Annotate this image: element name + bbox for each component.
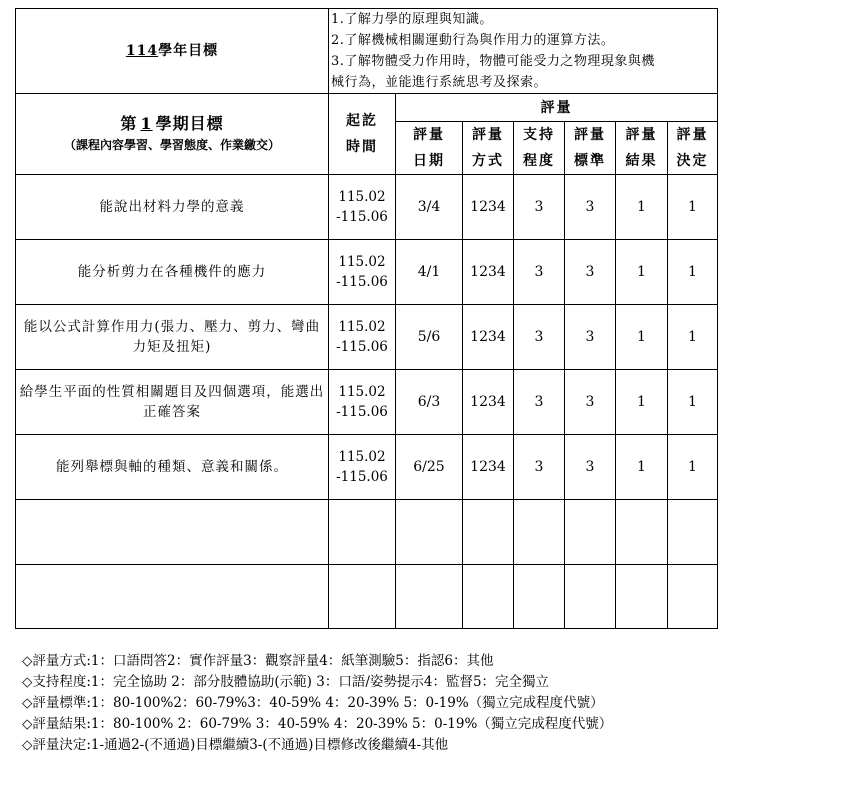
- empty-cell: [329, 565, 396, 629]
- header-line: 評量: [676, 127, 709, 143]
- eval-date-cell: 5/6: [396, 305, 463, 370]
- empty-cell: [16, 500, 329, 565]
- period-cell: [329, 175, 396, 240]
- eval-result-cell: 1: [616, 175, 668, 240]
- year-goal-line: 械行為，並能進行系統思考及探索。: [331, 75, 548, 90]
- empty-cell: [463, 565, 514, 629]
- period-cell: [329, 435, 396, 500]
- year-goal-line: 2.了解機械相關運動行為與作用力的運算方法。: [331, 33, 615, 48]
- empty-cell: [565, 565, 616, 629]
- eval-decision-cell: 1: [668, 435, 718, 500]
- empty-row: [16, 565, 718, 629]
- eval-method-cell: 1234: [463, 175, 514, 240]
- eval-result-cell: 1: [616, 305, 668, 370]
- eval-method-cell: 1234: [463, 435, 514, 500]
- year-goal-title: [16, 9, 329, 94]
- eval-method-cell: 1234: [463, 305, 514, 370]
- period-start: 115.02: [338, 384, 386, 400]
- support-level-header: [514, 122, 565, 175]
- table-row: [16, 175, 718, 240]
- empty-cell: [514, 565, 565, 629]
- empty-cell: [668, 500, 718, 565]
- eval-date-header: [396, 122, 463, 175]
- eval-decision-header: [668, 122, 718, 175]
- year-goal-line: 1.了解力學的原理與知識。: [331, 12, 493, 27]
- semester-number: 1: [140, 114, 153, 133]
- legend-notes: [22, 651, 612, 756]
- eval-result-header: [616, 122, 668, 175]
- table-row: [16, 435, 718, 500]
- note-eval-method: ◇評量方式:1：口語問答2：實作評量3：觀察評量4：紙筆測驗5：指認6：其他: [22, 653, 494, 669]
- eval-date-cell: 6/25: [396, 435, 463, 500]
- empty-cell: [668, 565, 718, 629]
- header-line: 評量: [574, 127, 606, 143]
- period-cell: [329, 240, 396, 305]
- empty-cell: [616, 500, 668, 565]
- header-line: 結果: [625, 153, 658, 169]
- header-line: 決定: [676, 153, 709, 169]
- eval-date-cell: 4/1: [396, 240, 463, 305]
- table-row: [16, 305, 718, 370]
- eval-method-cell: 1234: [463, 370, 514, 435]
- empty-cell: [396, 500, 463, 565]
- table-row: [16, 370, 718, 435]
- header-line: 評量: [472, 127, 504, 143]
- period-header-line: 時間: [346, 139, 378, 155]
- period-end: -115.06: [336, 404, 388, 420]
- eval-standard-header: [565, 122, 616, 175]
- eval-standard-cell: 3: [565, 240, 616, 305]
- eval-date-cell: 6/3: [396, 370, 463, 435]
- support-level-cell: 3: [514, 240, 565, 305]
- support-level-cell: 3: [514, 370, 565, 435]
- header-line: 程度: [523, 153, 555, 169]
- semester-subtitle: （課程內容學習、學習態度、作業繳交）: [63, 138, 280, 152]
- goal-cell: 能分析剪力在各種機件的應力: [16, 240, 329, 305]
- note-eval-standard: ◇評量標準:1：80-100%2：60-79%3：40-59% 4：20-39% 5：0-19%（獨立完成程度代號）: [22, 695, 604, 711]
- empty-cell: [396, 565, 463, 629]
- empty-row: [16, 500, 718, 565]
- header-line: 標準: [574, 153, 606, 169]
- year-number: 114: [125, 43, 159, 59]
- empty-cell: [514, 500, 565, 565]
- goal-cell: 能列舉標與軸的種類、意義和關係。: [16, 435, 329, 500]
- eval-decision-cell: 1: [668, 370, 718, 435]
- eval-method-cell: 1234: [463, 240, 514, 305]
- period-header-line: 起訖: [346, 113, 378, 129]
- period-end: -115.06: [336, 209, 388, 225]
- header-line: 方式: [472, 153, 504, 169]
- period-cell: [329, 370, 396, 435]
- eval-decision-cell: 1: [668, 305, 718, 370]
- semester-suffix: 學期目標: [155, 114, 224, 133]
- semester-goal-header: [16, 94, 329, 175]
- empty-cell: [616, 565, 668, 629]
- period-start: 115.02: [338, 189, 386, 205]
- table-row: [16, 240, 718, 305]
- eval-result-cell: 1: [616, 370, 668, 435]
- eval-standard-cell: 3: [565, 305, 616, 370]
- period-end: -115.06: [336, 274, 388, 290]
- header-row-top: [16, 94, 718, 122]
- header-line: 支持: [523, 127, 555, 143]
- semester-title: [16, 113, 328, 135]
- period-start: 115.02: [338, 449, 386, 465]
- empty-cell: [16, 565, 329, 629]
- period-cell: [329, 305, 396, 370]
- period-start: 115.02: [338, 319, 386, 335]
- note-eval-decision: ◇評量決定:1-通過2-(不通過)目標繼續3-(不通過)目標修改後繼續4-其他: [22, 737, 449, 753]
- semester-prefix: 第: [120, 114, 138, 133]
- goal-cell: 能說出材料力學的意義: [16, 175, 329, 240]
- empty-cell: [463, 500, 514, 565]
- header-line: 評量: [413, 127, 445, 143]
- header-line: 評量: [625, 127, 658, 143]
- year-goal-list: [329, 9, 718, 94]
- period-start: 115.02: [338, 254, 386, 270]
- eval-result-cell: 1: [616, 240, 668, 305]
- period-end: -115.06: [336, 469, 388, 485]
- evaluation-header: 評量: [396, 94, 718, 122]
- eval-decision-cell: 1: [668, 240, 718, 305]
- goal-cell: 能以公式計算作用力(張力、壓力、剪力、彎曲力矩及扭矩): [16, 305, 329, 370]
- support-level-cell: 3: [514, 175, 565, 240]
- eval-method-header: [463, 122, 514, 175]
- eval-standard-cell: 3: [565, 370, 616, 435]
- note-eval-result: ◇評量結果:1：80-100% 2：60-79% 3：40-59% 4：20-39% 5：0-19%（獨立完成程度代號）: [22, 716, 613, 732]
- period-header: [329, 94, 396, 175]
- empty-cell: [565, 500, 616, 565]
- eval-date-cell: 3/4: [396, 175, 463, 240]
- year-goal-row: [16, 9, 718, 94]
- header-line: 日期: [413, 153, 445, 169]
- eval-decision-cell: 1: [668, 175, 718, 240]
- period-end: -115.06: [336, 339, 388, 355]
- empty-cell: [329, 500, 396, 565]
- note-support-level: ◇支持程度:1：完全協助 2：部分肢體協助(示範) 3：口語/姿勢提示4：監督5：完全獨立: [22, 674, 550, 690]
- year-goal-line: 3.了解物體受力作用時，物體可能受力之物理現象與機: [331, 54, 655, 69]
- support-level-cell: 3: [514, 305, 565, 370]
- iep-goal-table: [15, 8, 718, 629]
- support-level-cell: 3: [514, 435, 565, 500]
- goal-cell: 給學生平面的性質相關題目及四個選項，能選出正確答案: [16, 370, 329, 435]
- eval-standard-cell: 3: [565, 435, 616, 500]
- year-title-suffix: 學年目標: [158, 43, 219, 59]
- eval-result-cell: 1: [616, 435, 668, 500]
- eval-standard-cell: 3: [565, 175, 616, 240]
